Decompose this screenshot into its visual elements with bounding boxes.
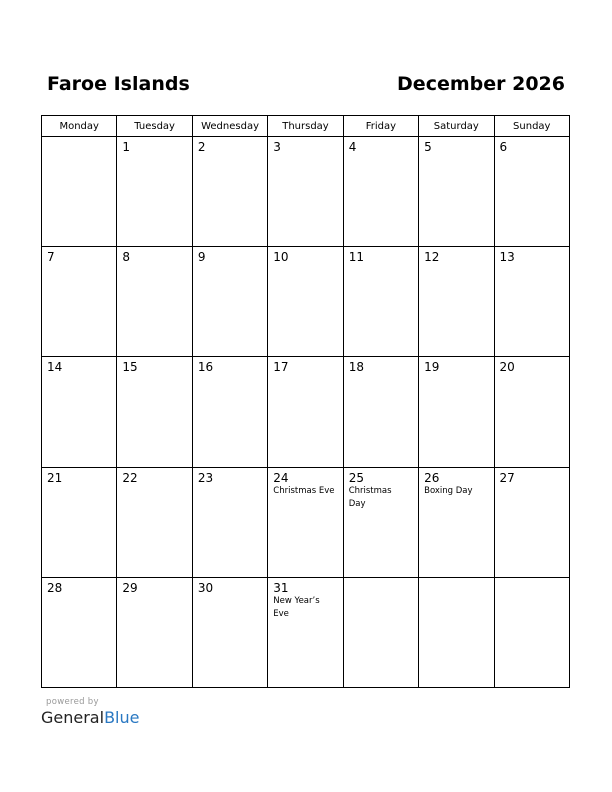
day-cell: [419, 247, 494, 357]
day-number: 26: [424, 470, 440, 485]
day-number: 7: [47, 250, 55, 265]
brand-name-part1: General: [41, 708, 105, 727]
holiday-label: Christmas: [348, 485, 392, 496]
weekday-header: Wednesday: [192, 116, 267, 137]
week-row: [42, 247, 570, 357]
day-number: 1: [122, 140, 131, 154]
day-cell: [343, 247, 418, 357]
day-number: 29: [122, 580, 138, 595]
day-cell: [419, 357, 494, 467]
day-cell: [117, 467, 192, 577]
day-number: 21: [47, 470, 63, 485]
day-number: 17: [273, 360, 289, 375]
day-number: 4: [348, 140, 357, 154]
weekday-header: Monday: [42, 116, 117, 137]
weekday-header: Saturday: [419, 116, 494, 137]
day-cell: [192, 467, 267, 577]
day-number: 15: [122, 360, 138, 375]
day-number: 19: [424, 360, 440, 375]
day-cell: [42, 137, 117, 247]
week-row: [42, 357, 570, 467]
day-number: 24: [273, 470, 289, 485]
holiday-label: Christmas Eve: [273, 485, 335, 496]
weekday-header-row: [42, 116, 570, 137]
brand-name-part2: Blue: [104, 708, 140, 727]
day-number: 31: [273, 580, 289, 595]
day-number: 23: [197, 470, 214, 485]
day-cell: [343, 137, 418, 247]
weekday-header: Tuesday: [117, 116, 192, 137]
day-number: [419, 578, 493, 581]
day-cell: [419, 137, 494, 247]
calendar-grid: [41, 115, 570, 688]
day-cell: [268, 137, 343, 247]
day-number: 25: [348, 470, 364, 485]
day-number: 20: [499, 360, 515, 375]
day-number: 11: [348, 250, 364, 265]
day-cell: [192, 357, 267, 467]
day-cell: [419, 467, 494, 577]
day-cell: [117, 247, 192, 357]
week-row: [42, 577, 570, 687]
day-number: 13: [499, 250, 515, 265]
country-title: Faroe Islands: [47, 73, 190, 95]
day-number: [344, 578, 418, 581]
day-cell: [42, 467, 117, 577]
day-number: [42, 137, 116, 140]
holiday-label: Day: [348, 498, 366, 509]
day-number: 3: [273, 140, 281, 154]
weekday-header: Friday: [343, 116, 418, 137]
day-cell: [343, 467, 418, 577]
day-number: 16: [197, 360, 214, 375]
day-cell: [117, 357, 192, 467]
day-cell: [192, 137, 267, 247]
holiday-label: New Year’s: [273, 595, 320, 606]
day-cell: [192, 577, 267, 687]
weekday-header: Thursday: [268, 116, 343, 137]
day-cell: [494, 247, 569, 357]
day-number: 2: [197, 140, 206, 154]
day-number: 10: [273, 250, 289, 265]
calendar-body: [42, 137, 570, 688]
weekday-header: Sunday: [494, 116, 569, 137]
day-number: 5: [424, 140, 432, 154]
day-cell: [42, 357, 117, 467]
day-number: 6: [499, 140, 508, 154]
day-number: 18: [348, 360, 364, 375]
holiday-label: Eve: [273, 608, 289, 619]
day-number: [495, 578, 569, 581]
month-year-title: December 2026: [397, 73, 565, 95]
week-row: [42, 467, 570, 577]
day-number: 8: [122, 250, 131, 265]
day-cell: [494, 137, 569, 247]
day-cell: [419, 577, 494, 687]
holiday-label: Boxing Day: [424, 485, 473, 496]
day-cell: [494, 467, 569, 577]
day-cell: [343, 577, 418, 687]
day-cell: [268, 247, 343, 357]
day-cell: [494, 577, 569, 687]
day-number: 22: [122, 470, 138, 485]
day-cell: [117, 137, 192, 247]
day-cell: [343, 357, 418, 467]
day-number: 30: [197, 580, 214, 595]
day-cell: [192, 247, 267, 357]
day-number: 14: [47, 360, 63, 375]
day-cell: [268, 357, 343, 467]
day-cell: [42, 577, 117, 687]
day-cell: [268, 577, 343, 687]
powered-by-label: powered by: [46, 697, 99, 707]
day-number: 27: [499, 470, 515, 485]
day-cell: [268, 467, 343, 577]
day-number: 9: [197, 250, 206, 265]
week-row: [42, 137, 570, 247]
day-number: 12: [424, 250, 440, 265]
day-cell: [117, 577, 192, 687]
day-cell: [42, 247, 117, 357]
day-number: 28: [47, 580, 63, 595]
day-cell: [494, 357, 569, 467]
brand-logo: [41, 708, 139, 728]
